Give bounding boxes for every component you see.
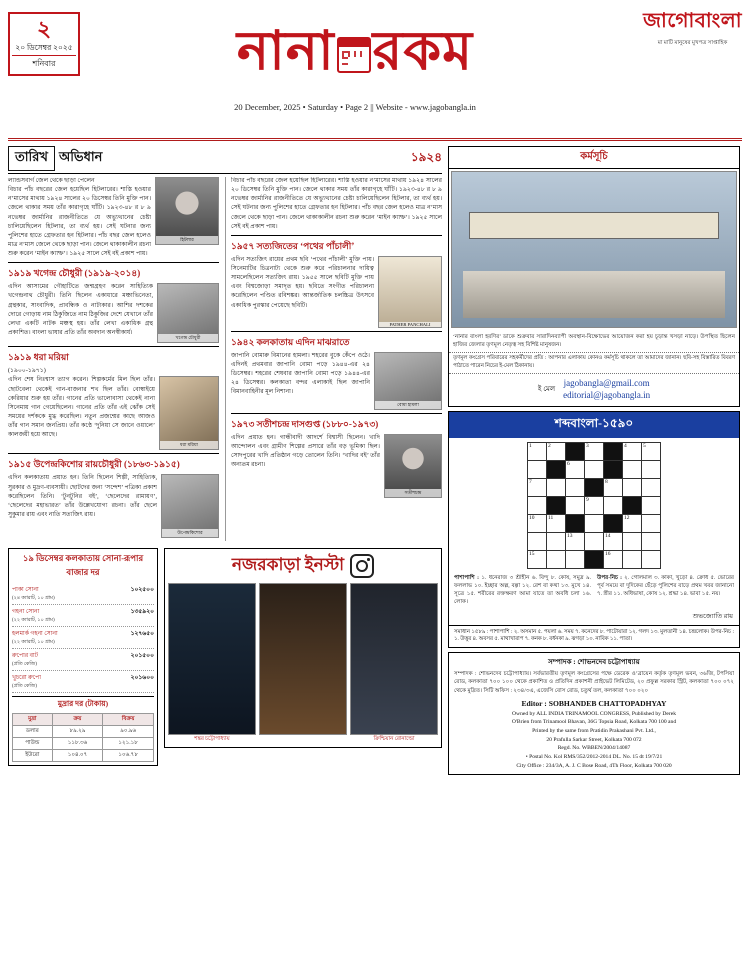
down-clues: ২. গোলমাল ৩. কাকা, খুড়ো ৪. ক্রোধ ৫. ভোরের পূর্ব সময়ে বা দুদিকের ছেঁড়ে পুলিশের বাড়ে প্রথম খবর জানানো ৭. স্ত্রীর ১১. অধিভাষা, কোষ ১২. শ্রদ্ধা ১৪. ভাবা ১৫. নয়। — [597, 575, 734, 598]
instagram-post[interactable] — [168, 583, 256, 735]
crossword-cell[interactable]: 2 — [547, 443, 566, 461]
gold-label: রুপোর বাট — [12, 653, 38, 660]
page-title — [88, 21, 622, 81]
crossword-cell[interactable] — [623, 533, 642, 551]
crossword-block — [566, 443, 585, 461]
crossword-block — [604, 461, 623, 479]
crossword-cell[interactable] — [623, 461, 642, 479]
crossword-across — [454, 574, 591, 606]
currency-col-header: মুদ্রা — [13, 714, 53, 726]
tarikh-year: ১৯২৪ — [410, 149, 442, 164]
currency-buy: ১১৮.৩৬ — [52, 738, 103, 750]
calendar-icon — [337, 37, 371, 73]
title-right: রকম — [372, 21, 474, 81]
crossword-cell[interactable] — [547, 479, 566, 497]
currency-name: পাউন্ড — [13, 738, 53, 750]
crossword-row — [528, 479, 661, 497]
crossword-answers: সমাধান ১৫৮৯ : পাশাপাশি : ২. অসমান ৫. পয়লা ৬. সময় ৭. কনেদের ৮. পাটোয়ারা ১২. গলদ ১৩. মুলতানী ১৪. চন্দ্রলোক। উপর-নিচ : ১. উত্তুর ৪. অবসর ৫. মাথাখারাপ ৭. কনক ৮. বর্ধনকা ৯. ঝগড়া ১০. নাবিক ১১. পাতা। — [449, 625, 739, 648]
crossword-row — [528, 497, 661, 515]
gold-row — [12, 649, 154, 671]
kormosuchi-box — [448, 146, 740, 407]
article-heading: ১৯১৯ খগেন্দ্র চৌধুরী (১৯১৯-২০১৪) — [8, 268, 141, 279]
crossword-cell[interactable]: 6 — [566, 461, 585, 479]
currency-col-header: বিক্রয় — [103, 714, 154, 726]
article-satish — [231, 417, 442, 498]
article-khagendra — [8, 266, 219, 343]
crossword-block — [623, 497, 642, 515]
gold-label: খুচরো রুপো — [12, 675, 41, 682]
photo-caption: সতীশচন্দ্র — [385, 489, 441, 497]
article-actress — [8, 350, 219, 450]
page-number: ২ — [36, 16, 52, 41]
currency-col-header: ক্রয় — [52, 714, 103, 726]
crossword-cell[interactable] — [642, 551, 661, 569]
gold-value: ২০১৫০০ — [130, 653, 154, 660]
gold-sublabel: (প্রতি কেজি) — [12, 684, 37, 690]
currency-buy: ১০৪.০৭ — [52, 750, 103, 762]
imprint-box — [448, 652, 740, 775]
tarikh-label: তারিখ — [8, 146, 55, 171]
email-address-2[interactable]: editorial@jagobangla.in — [563, 390, 651, 401]
crossword-cell[interactable]: 1 — [528, 443, 547, 461]
article-hitler — [8, 177, 219, 259]
crossword-row — [528, 515, 661, 533]
gold-title: ১৯ ডিসেম্বর কলকাতায় সোনা-রূপার বাজার দর — [22, 553, 144, 578]
kormosuchi-caption: ‘নানার বাংলা হরণির’ ডাকে শুক্রবার সারাদিনব্যাপী অবস্থান-বিক্ষোভের আয়োজন করা হয় চূড়ান্ত খসড়া নাড়ে। উপস্থিত ছিলেন হাজির জেলার তৃণমূল নেতৃত্ব সহ বিশিষ্ট মানুষজন। — [453, 334, 735, 349]
crossword-cell[interactable] — [642, 533, 661, 551]
crossword-cell[interactable] — [642, 515, 661, 533]
gold-row — [12, 671, 154, 693]
article-body: এদিন আসামের গৌহাটিতে জন্মগ্রহণ করেন সাহিত্যিক খগেন্দ্রনাথ চৌধুরী। তিনি ছিলেন একাধারে মঞ্চাভিনেতা, গ্রন্থকার, সাংবাদিক, প্রাবন্ধিক ও নাট্যকার। আশির দশকের দোরে গোড়ায় নাম ঠিকুজিতে নাম ঠিকুজির দেশে যেখানে তাঁর লেখা একটি নাটক মঞ্চস্থ হয়। তাঁর লেখা একাধিক গ্রন্থ প্রকাশিত। বাংলা ভাষার প্রতি তাঁর অবদান অনস্বীকার্য। — [8, 284, 153, 336]
crossword-row — [528, 551, 661, 569]
crossword-cell[interactable] — [547, 533, 566, 551]
crossword-cell[interactable]: 15 — [528, 551, 547, 569]
crossword-cell[interactable] — [642, 497, 661, 515]
crossword-title: শব্দবাংলা-১৫৯০ — [449, 412, 739, 438]
gold-label: গহনা সোনা — [12, 609, 40, 616]
crossword-cell[interactable]: 16 — [604, 551, 623, 569]
photo-caption: PATHER PANCHALI — [379, 322, 441, 327]
currency-name: ডলার — [13, 726, 53, 738]
crossword-cell[interactable] — [623, 479, 642, 497]
day-text: শনিবার — [12, 55, 76, 71]
article-heading: ১৯৭৩ সতীশচন্দ্র দাসগুপ্ত (১৮৮০-১৯৭৩) — [231, 418, 379, 429]
crossword-block — [585, 479, 604, 497]
instagram-icon — [350, 554, 374, 578]
crossword-cell[interactable] — [585, 515, 604, 533]
crossword-cell[interactable]: 7 — [528, 479, 547, 497]
currency-sell: ৯০.৯৬ — [103, 726, 154, 738]
crossword-cell[interactable]: 8 — [604, 479, 623, 497]
article-heading: ১৯১৫ উপেন্দ্রকিশোর রায়চৌধুরী (১৮৬৩-১৯১৫) — [8, 459, 180, 470]
email-block — [449, 373, 739, 406]
article-continuation: বিচার পাঁচ বছরের জেল হয়েছিল হিটলারের। শাস্তি হওয়ার ন’মাসের মাথায় ১৯২৪ সালের ২০ ডিসেম্বর তিনি মুক্তি পান। জেলে থাকার সময় তাঁর কারাগৃহে ঘাঁটি। ১৯২৩-৪৮ র ৮ ৯ নভেম্বর জার্মানির রাজনীতিতে যে অভ্যুত্থানের চেষ্টা চালিয়েছিলেন হিটলার, তা ব্যর্থ হয়। সেই ঘটনার জন্য পুলিশের হাতে গ্রেফতার হন হিটলার। পাঁচ বছর জেল হলেও মাত্র ন’মাস জেলে থেকে ছাড়া পান। জেলে থাকাকালীন রচনা শুরু করেন ‘মাইন ক্যাম্ফ’। ১৯২৫ সালে সেই বই প্রকাশ পায়। — [231, 178, 442, 230]
portrait-actress-photo — [159, 376, 219, 450]
currency-table-box — [12, 696, 154, 762]
imprint-line: Printed by the same from Pratidin Prakashani Pvt. Ltd., — [532, 728, 656, 734]
article-body: বিচার পাঁচ বছরের জেল হয়েছিল হিটলারের। শাস্তি হওয়ার ন’মাসের মাথায় ১৯২৪ সালের ২০ ডিসেম্বর তিনি মুক্তি পান। জেলে থাকার সময় তাঁর কারাগৃহে ঘাঁটি। ১৯২৩-৪৮ র ৮ ৯ নভেম্বর জার্মানির রাজনীতিতে যে অভ্যুত্থানের চেষ্টা চালিয়েছিলেন হিটলার, তা ব্যর্থ হয়। সেই ঘটনার জন্য পুলিশের হাতে গ্রেফতার হন হিটলার। পাঁচ বছর জেল হলেও মাত্র ন’মাস জেলে থেকে ছাড়া পান। জেলে থাকাকালীন রচনা শুরু করেন ‘মাইন ক্যাম্ফ’। ১৯২৫ সালে সেই বই প্রকাশ পায়। — [8, 187, 151, 258]
gold-price-box — [8, 548, 158, 766]
imprint-line: Owned by ALL INDIA TRINAMOOL CONGRESS, Published by Derek — [511, 710, 677, 717]
photo-caption: হিটলার — [156, 236, 218, 244]
portrait-hitler-photo — [155, 177, 219, 245]
crossword-cell[interactable]: 9 — [585, 497, 604, 515]
crossword-grid[interactable] — [527, 442, 661, 569]
crossword-cell[interactable]: 4 — [623, 443, 642, 461]
crossword-cell[interactable] — [528, 461, 547, 479]
article-heading: ১৯৪২ কলকাতায় এদিন মাঝরাতে — [231, 336, 350, 347]
crossword-cell[interactable]: 13 — [566, 533, 585, 551]
imprint-line: Regd. No. WBBEN/2004/14087 — [557, 745, 631, 752]
instagram-post[interactable] — [350, 583, 438, 735]
crossword-block — [604, 443, 623, 461]
across-clues: ১. ধনেরাজ ৩ শ্রীহীন ৬. বিন্দু ৮. কোষ, সমুদ্র ৯. ফললাভ ১০. ইচ্ছার অল্প, বল্গা ১২. রেশ বা কথা ১৩. মুখে ১৪. সূত্রে ১৫. শরীরের রক্তক্ষরণ আমা যাতে তা অবধি চলা ১৬. লোক। — [454, 575, 591, 606]
crossword-cell[interactable] — [566, 497, 585, 515]
instagram-title: নজরকাড়া ইনস্টা — [231, 555, 345, 575]
instagram-caption: শঙ্কর চট্টোপাধ্যায় — [194, 736, 230, 743]
email-address-1[interactable]: jagobangla@gmail.com — [563, 377, 650, 388]
article-bomb — [231, 335, 442, 410]
editor-name-en: Editor : SOBHANDEB CHATTOPADHYAY — [521, 698, 667, 708]
crossword-cell[interactable]: 5 — [642, 443, 661, 461]
imprint-line: 20 Prafulla Sarkar Street, Kolkata 700 072 — [546, 736, 642, 743]
crossword-cell[interactable]: 12 — [623, 515, 642, 533]
crossword-block — [547, 497, 566, 515]
portrait-khagendra-photo — [157, 283, 219, 343]
crossword-cell[interactable]: 3 — [585, 443, 604, 461]
left-column — [8, 146, 442, 958]
right-column — [448, 146, 740, 958]
crossword-row — [528, 533, 661, 551]
crossword-cell[interactable] — [585, 461, 604, 479]
article-body: এদিন কলকাতায় প্রয়াত হন। তিনি ছিলেন শিল্পী, সাহিত্যিক, সুরকার ও মুদ্রণ-ব্যবসায়ী। ছোটদের জন্য ‘সন্দেশ’ পত্রিকা প্রকাশ করেছিলেন তিনি। ‘টুনটুনির বই’, ‘ছেলেদের রামায়ণ’, ‘ছেলেদের মহাভারত’ তাঁর উল্লেখযোগ্য রচনা। তাঁর ছেলে সুকুমার রায় এবং নাতি সত্যজিৎ রায়। — [8, 475, 157, 518]
photo-caption: খগেন্দ্র চৌধুরী — [158, 334, 218, 342]
gold-value: ১০২৫০০ — [130, 587, 154, 594]
crossword-cell[interactable] — [566, 479, 585, 497]
gold-sublabel: (২৪ ক্যারাট, ১০ গ্রাম) — [12, 596, 55, 602]
down-title: উপর-নিচ : — [597, 575, 623, 582]
photo-caption: উপেন্দ্রকিশোর — [162, 529, 218, 537]
gold-value: ১২৭৬৫০ — [130, 631, 154, 638]
event-banner — [469, 212, 719, 239]
crossword-cell[interactable] — [604, 497, 623, 515]
brand-name: জাগোবাংলা — [643, 10, 742, 32]
across-title: পাশাপাশি : — [454, 575, 479, 582]
table-row — [13, 738, 154, 750]
article-heading: ১৯১৯ ধরা মরিয়া — [8, 352, 69, 363]
imprint-line: O'Brien from Trinamool Bhavan, 36G Topsia Road, Kolkata 700 100 and — [511, 719, 677, 726]
gold-value: ১৩৫৯২০ — [130, 609, 154, 616]
gold-row — [12, 583, 154, 605]
crossword-down — [597, 574, 734, 606]
crossword-cell[interactable] — [566, 551, 585, 569]
photo-caption: ধরা মরিয়া — [160, 441, 218, 449]
instagram-post[interactable] — [259, 583, 347, 735]
event-crowd — [463, 271, 724, 318]
currency-name: ইউরো — [13, 750, 53, 762]
crossword-box — [448, 411, 740, 648]
portrait-upendra-photo — [161, 474, 219, 538]
crossword-signature: শুভজ্যোতি রায় — [692, 612, 733, 620]
crossword-cell[interactable] — [585, 533, 604, 551]
poster-pather-photo — [378, 256, 442, 328]
crossword-cell[interactable] — [528, 533, 547, 551]
date-text: ২০ ডিসেম্বর ২০২৫ — [15, 43, 73, 52]
article-body: এদিন প্রয়াত হন। গান্ধীবাদী আদর্শে বিশ্বাসী ছিলেন। খাদি আন্দোলন এবং গ্রামীণ শিল্পের প্রসারে তাঁর বড় ভূমিকা ছিল। সোদপুরের খাদি প্রতিষ্ঠান গড়ে তোলেন তিনি। ‘খাদির বই’ তাঁর অন্যতম রচনা। — [231, 434, 380, 469]
article-heading: ১৯৫৭ সত্যজিতের ‘পথের পাঁচালী’ — [231, 240, 355, 251]
article-pather — [231, 239, 442, 328]
crossword-row — [528, 443, 661, 461]
gold-sublabel: (প্রতি কেজি) — [12, 662, 37, 668]
crossword-cell[interactable] — [623, 551, 642, 569]
crossword-block — [547, 461, 566, 479]
table-row — [13, 750, 154, 762]
crossword-cell[interactable]: 10 — [528, 515, 547, 533]
instagram-section — [164, 548, 442, 748]
masthead — [8, 6, 742, 141]
article-lead: ল্যান্ডসবার্গ জেল থেকে ছাড়া পেলেন — [8, 178, 95, 184]
instagram-caption: ক্রিশ্চিয়ান রোনাল্ডো — [373, 736, 415, 743]
brand-subtitle: মা মাটি মানুষের মুখপত্র সাপ্তাহিক — [657, 40, 728, 46]
gold-label: পাকা সোনা — [12, 587, 39, 594]
imprint-line: City Office : 234/3A, A. J. C Bose Road, 4Th Floor, Kolkata 700 020 — [516, 762, 672, 769]
article-body: এদিন সত্যজিৎ রায়ের প্রথম ছবি ‘পথের পাঁচালী’ মুক্তি পায়। সিনেমাটির চিত্রনাট্য থেকে শুরু করে পরিচালনার দায়িত্ব সামলেছিলেন সত্যজিৎ রায়। ১৯৫৫ সালে ছবিটি মুক্তি পায় এবং বিশ্বজোড়া সমাদৃত হয়। ছবিতে সংগীত পরিচালনা করেছিলেন পণ্ডিত রবিশঙ্কর। আন্তর্জাতিক চলচ্চিত্র উৎসবে একাধিক পুরস্কার পেয়েছে ছবিটি। — [231, 256, 374, 309]
kormosuchi-title: কর্মসূচি — [449, 147, 739, 169]
gold-value: ২০১৬০০ — [130, 675, 154, 682]
imprint-line: • Postal No. Kol RMS/352/2012-2014 DL. No. 15 dt 19/7/21 — [525, 753, 663, 760]
gold-sublabel: (২২ ক্যারাট, ১০ গ্রাম) — [12, 640, 55, 646]
article-body: এদিন শেষ নিঃশ্বাস ত্যাগ করেন। শিল্পকর্মের মিল ছিল তাঁর। ছোটবেলা থেকেই গান-বাজনার শখ ছিল তাঁর। বোম্বাইয়ে কেরিয়ার শুরু হয় তাঁর। গানের প্রতি ভালোবাসা থেকেই নানা সিনেমায় গান গেয়েছিলেন। গানের প্রতি তাঁর এই ঝোঁক সেই সময়ের দর্শককে মুগ্ধ করেছিল। নতুন প্রজন্মের কাছে আজও তাঁর গান সমান জনপ্রিয়। তাঁর কণ্ঠে ‘দুনিয়া সে জানে ওয়ালে’ কালজয়ী হয়ে আছে। — [8, 377, 155, 439]
crossword-block — [604, 515, 623, 533]
crossword-block — [585, 551, 604, 569]
gold-row — [12, 627, 154, 649]
gold-row — [12, 605, 154, 627]
tarikh-ovidhan-header — [8, 146, 442, 174]
photo-event-stage — [451, 171, 737, 328]
currency-sell: ১০৬.৭৮ — [103, 750, 154, 762]
currency-table — [12, 713, 154, 762]
currency-title: মুদ্রার দর (টাকায়) — [57, 699, 109, 709]
article-upendra — [8, 457, 219, 538]
gold-label: হলমার্ক গহনা সোনা — [12, 631, 58, 638]
crossword-cell[interactable]: 14 — [604, 533, 623, 551]
photo-bomb — [374, 352, 442, 410]
editor-label: সম্পাদক : শোভনদেব চট্টোপাধ্যায় — [548, 658, 640, 667]
table-row — [13, 726, 154, 738]
email-label: ই মেল — [537, 385, 556, 394]
crossword-cell[interactable] — [642, 479, 661, 497]
imprint-bengali: সম্পাদক : শোভনদেব চট্টোপাধ্যায়। সর্বভারতীয় তৃণমূল কংগ্রেসের পক্ষে ডেরেক ও’ব্রায়েন কর্তৃক তৃণমূল ভবন, ৩৬জি, টপসিয়া রোড, কলকাতা ৭০০ ১০০ থেকে প্রকাশিত ও প্রতিদিন প্রকাশনী প্রাইভেট লিমিটেড, ২০ প্রফুল্ল সরকার স্ট্রিট, কলকাতা ৭০০ ০৭২ থেকে মুদ্রিত। সিটি অফিস : ২৩৪/৩এ, এজেসি বোস রোড, চতুর্থ তল, কলকাতা ৭০০ ০২০ — [454, 670, 734, 694]
crossword-cell[interactable] — [547, 551, 566, 569]
instagram-header — [168, 552, 438, 580]
article-subheading: (১৯০০-১৯৭১) — [8, 368, 46, 375]
currency-buy: ৮৯.২৯ — [52, 726, 103, 738]
photo-caption: বোমা হামলা — [375, 401, 441, 409]
title-left: নানা — [236, 21, 335, 81]
gold-sublabel: (২২ ক্যারাট, ১০ গ্রাম) — [12, 618, 55, 624]
crossword-cell[interactable]: 11 — [547, 515, 566, 533]
kormosuchi-note: তৃণমূল কংগ্রেস পরিবারের সহকর্মীদের প্রতি : আপনার এলাকায় কোনও কর্মসূচি থাকলে তা আমাদের জানান। ছবি-সহ বিস্তারিত বিবরণ পাঠাতে পারেন নিচের ই-মেল ঠিকানায়। — [449, 352, 739, 373]
portrait-satish-photo — [384, 434, 442, 498]
crossword-row — [528, 461, 661, 479]
crossword-cell[interactable] — [642, 461, 661, 479]
ovidhan-label: অভিধান — [58, 149, 103, 164]
date-box — [8, 12, 80, 76]
crossword-block — [566, 515, 585, 533]
currency-sell: ১২১.১৮ — [103, 738, 154, 750]
brand-logo — [643, 6, 742, 48]
issue-line: 20 December, 2025 • Saturday • Page 2 || Website - www.jagobangla.in — [234, 102, 476, 112]
crossword-cell[interactable] — [528, 497, 547, 515]
article-body: জাপানি বোমারু বিমানের হামলা। শহরের বুকে কেঁপে ওঠে। এদিনই প্রথমবার জাপানি বোমা পড়ে ১৯৪৪-এর ২৪ ডিসেম্বর। শহরের শেষবার জাপানি বোমা পড়ে ১৯৪৪-এর ২৪ ডিসেম্বর। কলকাতা বন্দর এলাকাই ছিল জাপানি বিমানবাহিনীর মূল নিশানা। — [231, 352, 370, 396]
